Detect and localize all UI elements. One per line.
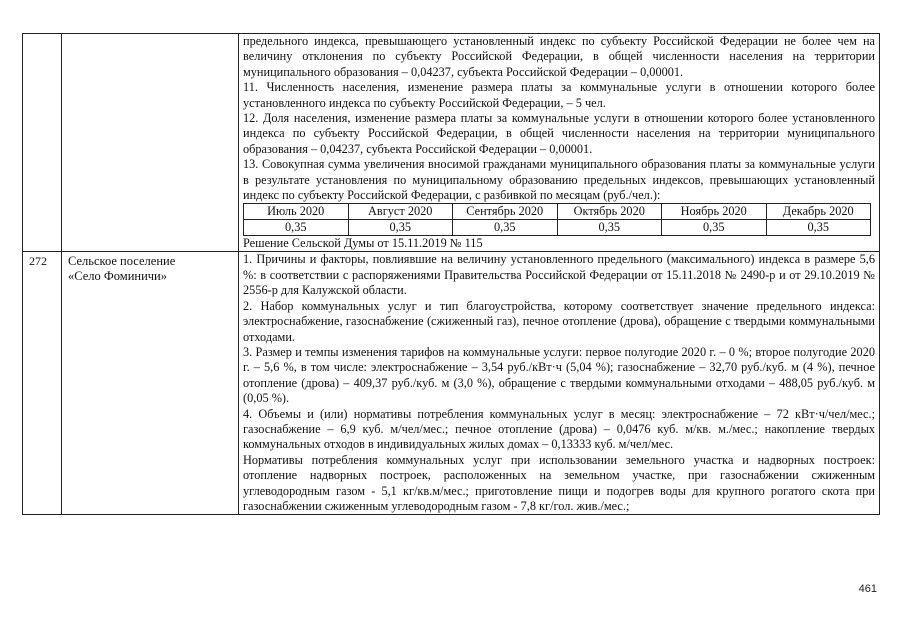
paragraph: Нормативы потребления коммунальных услуг при использовании земельного участка и надворных построек: отопление надворных построек, расположенных на земельном участке, при газоснабжении сжиженным углеводородным газом - 5,1 кг/кв.м/мес.; приготовление пищи и подогрев воды для крупного рогатого скота при газоснабжении сжиженным углеводородным газом - 7,8 кг/гол. жив./мес.; [243,452,875,513]
table-row [23,252,880,515]
municipality-name [62,34,238,36]
municipality-name-line: «Село Фоминичи» [68,269,167,284]
month-header: Ноябрь 2020 [662,204,767,220]
paragraph: 11. Численность населения, изменение размера платы за коммунальные услуги в отношении которого более установленного индекса по субъекту Российской Федерации, – 5 чел. [243,80,875,110]
month-header: Август 2020 [348,204,453,220]
details-cell [239,34,880,252]
monthly-increase-table [243,203,871,236]
month-value: 0,35 [453,220,558,236]
month-value: 0,35 [662,220,767,236]
month-value: 0,35 [244,220,349,236]
paragraph: 12. Доля населения, изменение размера платы за коммунальные услуги в отношении которого более установленного индекса по субъекту Российской Федерации, в общей численности населения на территории муниципального образования – 0,04237, субъекта Российской Федерации – 0,00001. [243,111,875,156]
month-header: Октябрь 2020 [557,204,662,220]
month-values-row [244,220,871,236]
details-cell [239,252,880,515]
month-value: 0,35 [557,220,662,236]
paragraph: 4. Объемы и (или) нормативы потребления коммунальных услуг в месяц: электроснабжение – 72 кВт·ч/чел/мес.; газоснабжение – 6,9 куб. м/чел/мес.; печное отопление (дрова) – 0,0476 куб. м/кв. м./мес.; накопление твердых коммунальных отходов в индивидуальных жилых домах – 0,13333 куб. м/чел/мес. [243,406,875,452]
municipalities-table [22,33,880,515]
months-header-row [244,204,871,220]
row-number: 272 [29,254,47,269]
month-header: Июль 2020 [244,204,349,220]
month-value: 0,35 [348,220,453,236]
table-row [23,34,880,252]
paragraph: предельного индекса, превышающего установленный индекс по субъекту Российской Федерации не более чем на величину отклонения по субъекту Российской Федерации, в общей численности населения на территории муниципального образования – 0,04237, субъекта Российской Федерации – 0,00001. [243,34,875,79]
month-header: Сентябрь 2020 [453,204,558,220]
paragraph: 2. Набор коммунальных услуг и тип благоустройства, которому соответствует значение предельного индекса: электроснабжение, газоснабжение (сжиженный газ), печное отопление (дрова), обращение с твердыми коммунальными отходами. [243,298,875,344]
decision-reference: Решение Сельской Думы от 15.11.2019 № 115 [243,236,483,251]
paragraph: 3. Размер и темпы изменения тарифов на коммунальные услуги: первое полугодие 2020 г. – 0 %; второе полугодие 2020 г. – 5,6 %, в том числе: электроснабжение – 3,54 руб./кВт·ч (5,04 %); газоснабжение – 32,70 руб./куб. м (4 %), печное отопление (дрова) – 409,37 руб./куб. м (3,0 %), обращение с твердыми коммунальными отходами – 488,05 руб./куб. м (0,05 %). [243,344,875,406]
row-number-cell [23,34,62,252]
month-value: 0,35 [766,220,871,236]
municipality-name-cell [62,252,239,515]
paragraph: 1. Причины и факторы, повлиявшие на величину установленного предельного (максимального) индекса в размере 5,6 %: в соответствии с распоряжениями Правительства Российской Федерации от 15.11.2018 № 2490-р и от 29.10.2019 № 2556-р для Калужской области. [243,252,875,298]
municipality-name-cell [62,34,239,252]
row-number [23,34,61,36]
municipality-name-line: Сельское поселение [68,254,176,269]
row-number-cell [23,252,62,515]
page-number: 461 [858,583,877,595]
month-header: Декабрь 2020 [766,204,871,220]
paragraph: 13. Совокупная сумма увеличения вносимой гражданами муниципального образования платы за коммунальные услуги в результате установления по муниципальному образованию предельных индексов, превышающих установленный индекс по субъекту Российской Федерации, с разбивкой по месяцам (руб./чел.): [243,157,875,203]
